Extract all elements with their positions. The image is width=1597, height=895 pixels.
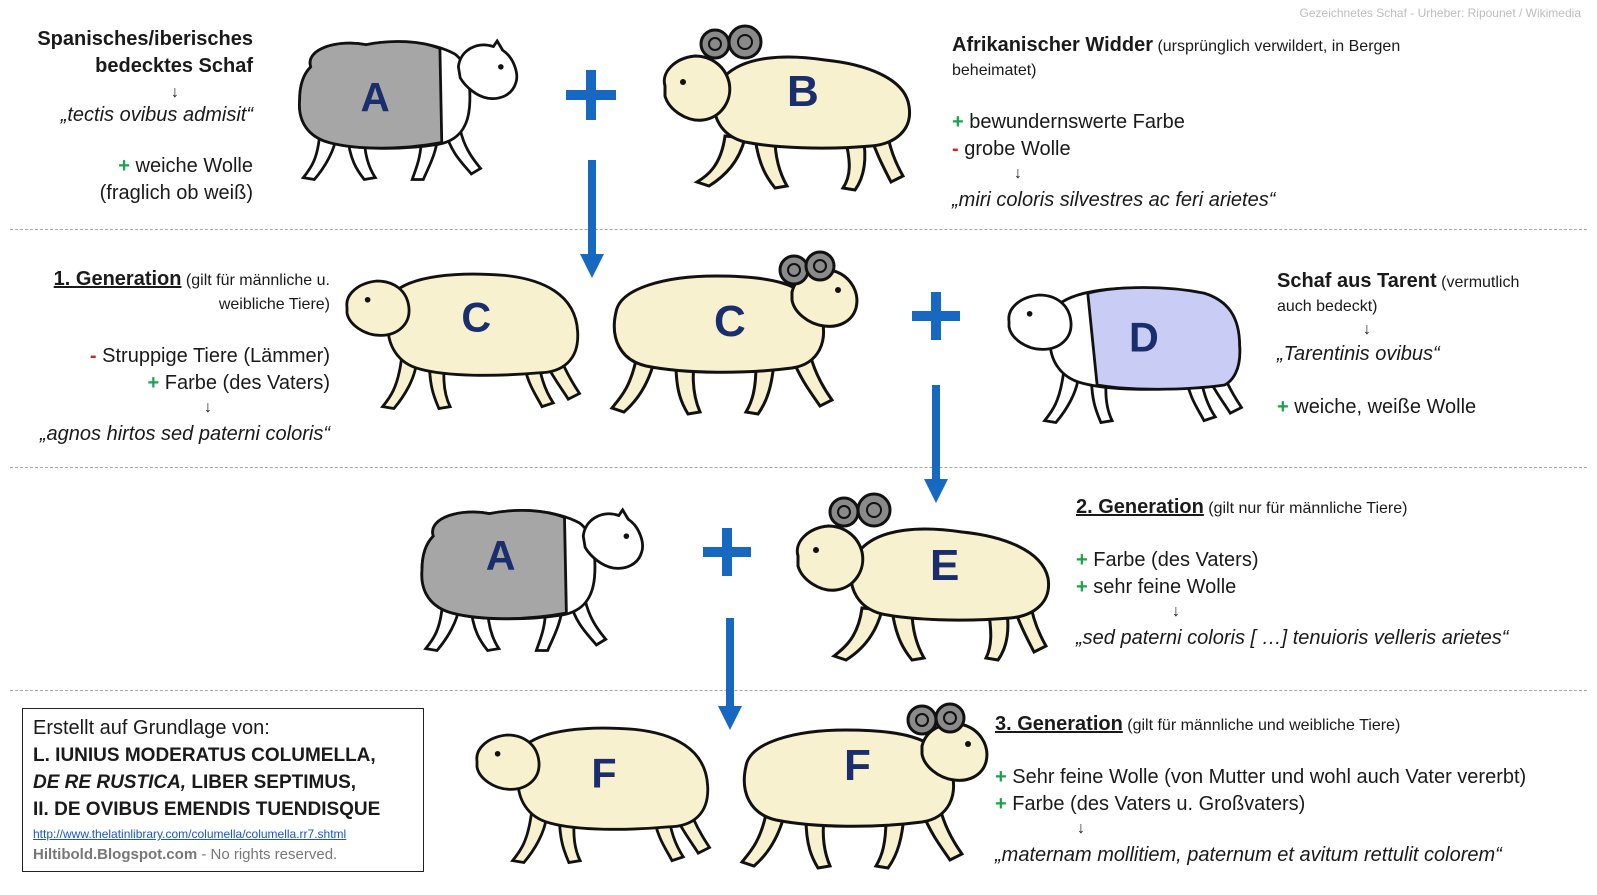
plus-sign: + [118,155,130,177]
african-ram-description [952,32,1472,212]
quote-paterni: „sed paterni coloris [ …] tenuioris velleris arietes“ [1076,627,1509,649]
sheep-label: C [714,297,746,346]
generation-3-subtitle: (gilt für männliche und weibliche Tiere) [1122,717,1401,734]
sheep-a-drawing [404,508,650,658]
source-line-3: II. DE OVIBUS EMENDIS TUENDISQUE [33,799,381,820]
generation-2-description [1076,494,1576,650]
african-ram-subtitle-2: beheimatet) [952,62,1037,79]
plus-sign: + [1277,396,1289,418]
tarent-sheep-description [1277,268,1577,421]
sheep-label: F [844,741,871,790]
down-arrow-small: ↓ [171,84,179,101]
quote-maternam: „maternam mollitiem, paternum et avitum rettulit colorem“ [995,844,1502,866]
spanish-sheep-description [20,26,253,207]
spanish-sheep-point-2: (fraglich ob weiß) [99,182,253,204]
plus-sign: + [995,793,1007,815]
generation-2-point-2 [1076,574,1576,601]
generation-1-point-2 [10,370,330,397]
plus-sign: + [147,372,160,394]
source-work-title: DE RE RUSTICA, [33,772,187,793]
spanish-sheep-point-1 [20,153,253,180]
down-arrow-small: ↓ [204,399,212,416]
sheep-label: A [485,532,516,579]
sheep-label: B [787,67,819,116]
sheep-a-drawing [283,38,523,188]
ram-e-drawing [792,492,1054,668]
minus-sign: - [952,138,959,160]
generation-3-title: 3. Generation [995,713,1123,735]
quote-tarentinis: „Tarentinis ovibus“ [1277,343,1440,365]
source-link[interactable]: http://www.thelatinlibrary.com/columella/columella.rr7.shtml [33,827,347,841]
point-text: weiche, weiße Wolle [1288,396,1477,418]
ram-c-drawing [606,252,862,420]
tarent-sheep-title: Schaf aus Tarent [1277,270,1437,292]
generation-1-point-1 [10,343,330,370]
generation-3-point-2 [995,791,1585,818]
tarent-sheep-point-1 [1277,394,1577,421]
point-text: Farbe (des Vaters) [1087,549,1259,571]
generation-2-subtitle: (gilt nur für männliche Tiere) [1203,500,1408,517]
blue-plus-icon [912,292,960,340]
tarent-sheep-subtitle-2: auch bedeckt) [1277,298,1378,315]
sheep-label: C [461,294,492,341]
spanish-sheep-title-2: bedecktes Schaf [95,55,253,77]
source-intro: Erstellt auf Grundlage von: [33,717,270,739]
blue-plus-icon [566,70,616,120]
point-text: bewundernswerte Farbe [963,111,1185,133]
generation-2-point-1 [1076,547,1576,574]
plus-sign: + [995,766,1007,788]
generation-1-title: 1. Generation [53,268,182,290]
down-arrow-small: ↓ [1077,820,1085,837]
row-separator-3 [10,690,1587,691]
point-text: weiche Wolle [129,155,253,177]
blue-plus-icon [703,528,751,576]
generation-1-description [10,266,330,446]
point-text: Farbe (des Vaters) [159,372,330,394]
sheep-label: A [360,74,390,121]
point-text: Sehr feine Wolle (von Mutter und wohl auch Vater vererbt) [1006,766,1527,788]
sheep-label: D [1129,314,1159,361]
quote-tectis: „tectis ovibus admisit“ [60,104,253,126]
lamb-f-drawing [472,720,722,870]
blog-name: Hiltibold.Blogspot.com [33,846,198,863]
tarent-sheep-subtitle: (vermutlich [1436,274,1520,291]
blue-down-arrow-icon [924,385,948,503]
african-ram-subtitle: (ursprünglich verwildert, in Bergen [1153,38,1401,55]
point-text: Farbe (des Vaters u. Großvaters) [1006,793,1306,815]
quote-agnos: „agnos hirtos sed paterni coloris“ [39,423,330,445]
generation-3-description [995,711,1585,867]
row-separator-1 [10,229,1587,230]
image-credit: Gezeichnetes Schaf - Urheber: Ripounet / Wikimedia [1299,6,1581,20]
source-line-2 [33,772,356,794]
source-line-1: L. IUNIUS MODERATUS COLUMELLA, [33,745,376,766]
down-arrow-small: ↓ [1363,321,1371,338]
row-separator-2 [10,467,1587,468]
sheep-label: E [930,541,960,590]
down-arrow-small: ↓ [1014,165,1022,182]
blue-down-arrow-icon [580,160,604,278]
quote-miri: „miri coloris silvestres ac feri arietes“ [952,189,1276,211]
plus-sign: + [952,111,964,133]
source-book: LIBER SEPTIMUS, [186,772,357,793]
generation-1-subtitle-2: weibliche Tiere) [218,296,330,313]
lamb-c-drawing [342,266,592,416]
rights-notice: - No rights reserved. [197,846,338,863]
ram-f-drawing [736,702,992,874]
generation-3-point-1 [995,764,1585,791]
ram-b-drawing [655,26,915,196]
source-box [22,708,424,872]
minus-sign: - [89,345,97,367]
african-ram-point-2 [952,136,1472,163]
generation-1-subtitle: (gilt für männliche u. [181,272,330,289]
down-arrow-small: ↓ [1172,603,1180,620]
blog-credit [33,846,337,863]
spanish-sheep-title-1: Spanisches/iberisches [37,28,253,50]
sheep-label: F [591,750,617,797]
plus-sign: + [1076,549,1088,571]
point-text: sehr feine Wolle [1087,576,1237,598]
point-text: Struppige Tiere (Lämmer) [96,345,330,367]
sheep-d-drawing [1004,280,1254,430]
african-ram-title: Afrikanischer Widder [952,34,1153,56]
generation-2-title: 2. Generation [1076,496,1204,518]
point-text: grobe Wolle [958,138,1071,160]
african-ram-point-1 [952,109,1472,136]
plus-sign: + [1076,576,1088,598]
